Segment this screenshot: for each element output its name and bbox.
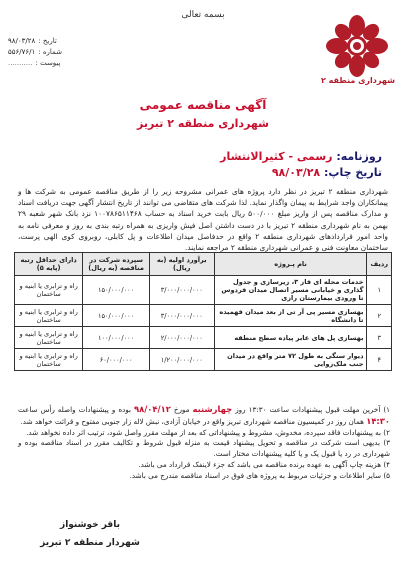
note-item: ۳) بدیهی است شرکت در مناقصه و تحویل پیشنهاد قیمت به منزله قبول شروط و تکالیف مقرر در اسناد مناقصه بوده و شهرداری در رد یا قبول یک و یا کلیه پیشنهادات مختار است.	[18, 438, 390, 459]
newspaper-line: روزنامه: رسمی - کثیرالانتشار	[220, 150, 382, 163]
letter-meta	[8, 36, 118, 69]
table-row: ۲ بهسازی مسیر پی آر تی از بعد میدان فهمیده تا دانشگاه ۳/۰۰۰/۰۰۰/۰۰۰ ۱۵۰/۰۰۰/۰۰۰ راه و ترابری یا ابنیه و ساختمان	[15, 305, 392, 327]
col-min-grade: دارای حداقل رتبه (پایه ۵)	[15, 253, 83, 276]
notice-subtitle: شهرداری منطقه ۲ تبریز	[136, 117, 269, 130]
signer-title: شهردار منطقه ۲ تبریز	[40, 538, 140, 548]
basmala-text: بسمه تعالی	[181, 10, 225, 20]
table-row: ۱ خدمات محله ای فاز ۳، زیرسازی و جدول گذاری و خیابانی مسیر اتصال میدان فردوس تا ورودی بیمارستان رازی ۳/۰۰۰/۰۰۰/۰۰۰ ۱۵۰/۰۰۰/۰۰۰ راه و ترابری یا ابنیه و ساختمان	[15, 276, 392, 305]
table-row: ۴ دیوار سنگی به طول ۷۲ متر واقع در میدان جنب ملک‌زوایی ۱/۲۰۰/۰۰۰/۰۰۰ ۶۰/۰۰۰/۰۰۰ راه و ترابری یا ابنیه و ساختمان	[15, 349, 392, 371]
note-item: ۱) آخرین مهلت قبول پیشنهادات ساعت ۱۳:۳۰ روز چهارشنبه مورخ ۹۸/۰۴/۱۲ بوده و پیشنهادات واصله رأس ساعت ۱۴:۳۰ همان روز در کمیسیون مناقصه شهرداری تبریز واقع در خیابان آزادی، نبش لاله زار جنوبی مفتوح و قرائت خواهد شد.	[18, 404, 391, 426]
notice-title: آگهی مناقصه عمومی	[139, 98, 267, 112]
intro-paragraph: شهرداری منطقه ۲ تبریز در نظر دارد پروژه های عمرانی مشروحه زیر را از طریق مناقصه عمومی به شرکت ها و پیمانکاران واجد شرایط به پیمان واگذار نماید. لذا شرکت های متقاضی می توانند از تاریخ انتشار آگهی جهت دریافت اسناد و مدارک مناقصه پس از واریز مبلغ ۵۰۰/۰۰۰ ریال بابت خرید اسناد به حساب ۱۰۰۷۸۶۵۱۱۴۶۸ نزد بانک شهر شعبه ۲۹ بهمن به نام شهرداری منطقه ۲ تبریز با در دست داشتن اصل فیش واریزی به همراه رتبه بندی به روز و معرفی نامه به واحد امور قراردادهای شهرداری منطقه ۲ واقع در حدفاصل میدان اطلاعات و پل کابلی، روبروی کوی الهی پرست، ساختمان معاونت فنی و عمرانی شهرداری منطقه ۲ مراجعه نمایند.	[18, 187, 389, 253]
meta-number: شماره : ۵۵۶/۷۶/۱	[8, 48, 62, 56]
col-initial-estimate: برآورد اولیه (به ریال)	[149, 253, 214, 276]
meta-attachment: پیوست : ...........	[8, 59, 61, 67]
col-deposit: سپرده شرکت در مناقصه (به ریال)	[83, 253, 150, 276]
table-row: ۳ بهسازی پل های عابر پیاده سطح منطقه ۲/۰۰۰/۰۰۰/۰۰۰ ۱۰۰/۰۰۰/۰۰۰ راه و ترابری یا ابنیه و ساختمان	[15, 327, 392, 349]
col-project-name: نام پـروژه	[214, 253, 367, 276]
signature-block	[30, 520, 150, 556]
col-row: ردیف	[367, 253, 392, 276]
table-header-row	[15, 253, 392, 276]
projects-table	[14, 252, 392, 371]
print-date-line: تاریخ چاپ: ۹۸/۰۳/۲۸	[271, 166, 382, 179]
note-item: ۵) سایر اطلاعات و جزئیات مربوط به پروژه های فوق در اسناد مناقصه مندرج می باشد.	[129, 470, 390, 480]
note-item: ۴) هزینه چاپ آگهی به عهده برنده مناقصه می باشد که جزء لاینفک قرارداد می باشد.	[138, 459, 390, 469]
note-item: ۲) به پیشنهادات فاقد سپرده، مخدوش، مشروط و پیشنهاداتی که بعد از مهلت مقرر واصل شود، ترتیب اثر داده نخواهد شد.	[26, 427, 390, 437]
logo-caption: شهرداری منطقه ۲	[321, 76, 395, 85]
notes-list	[18, 404, 390, 482]
signer-name: باقر خوشنواز	[60, 520, 120, 530]
meta-date: تاریخ : ۹۸/۰۳/۲۸	[8, 37, 57, 45]
